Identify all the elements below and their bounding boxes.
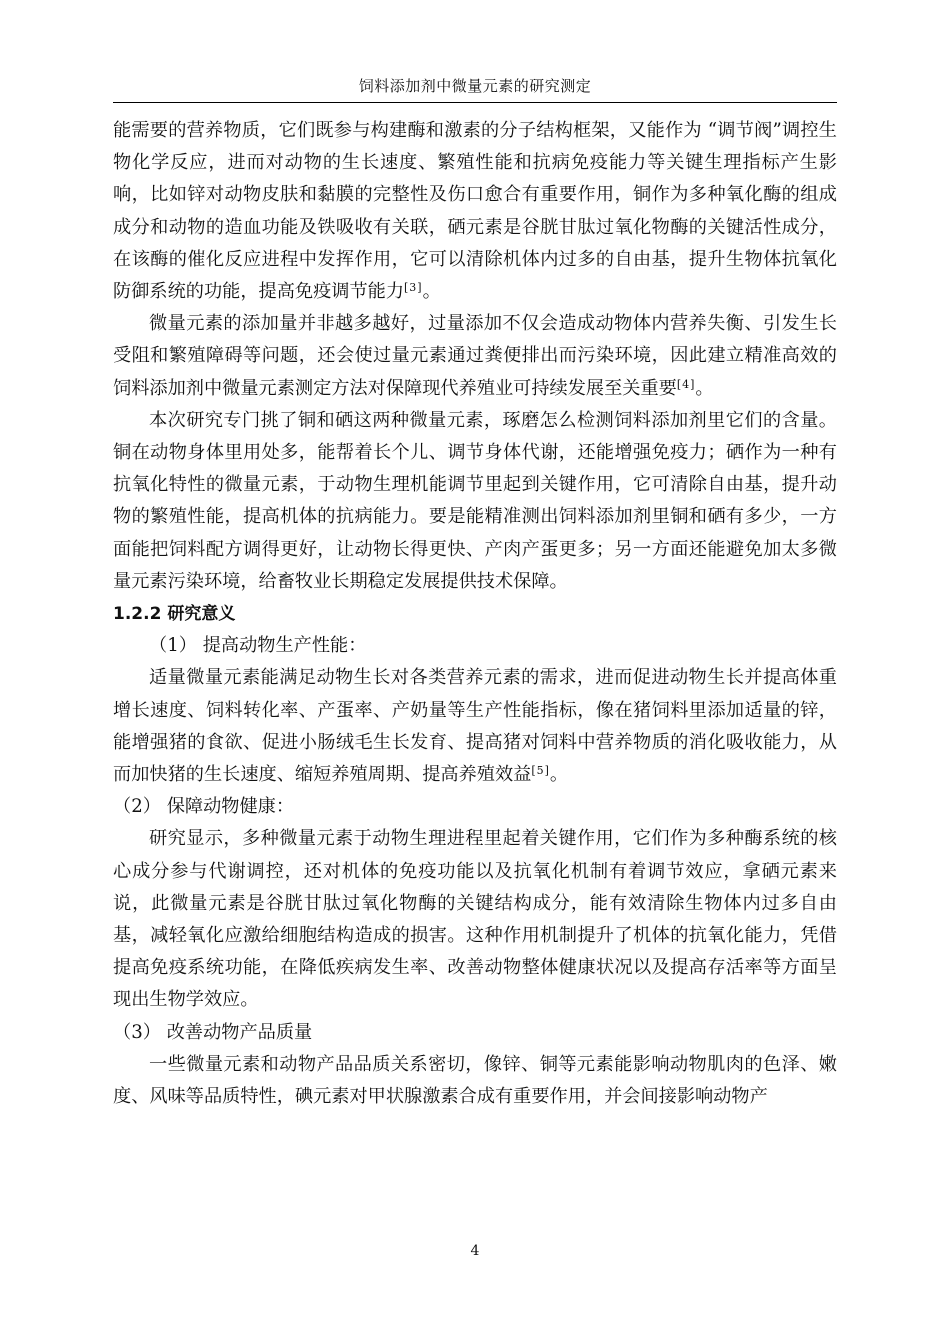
paragraph-text: 适量微量元素能满足动物生长对各类营养元素的需求，进而促进动物生长并提高体重增长速度、饲料转化率、产蛋率、产奶量等生产性能指标，像在猪饲料里添加适量的锌，能增强猪的食欲、促进小肠绒毛生长发育、提高猪对饲料中营养物质的消化吸收能力，从而加快猪的生长速度、缩短养殖周期、提高养殖效益	[113, 667, 837, 786]
paragraph	[113, 662, 837, 791]
paragraph: 本次研究专门挑了铜和硒这两种微量元素，琢磨怎么检测饲料添加剂里它们的含量。铜在动物身体里用处多，能帮着长个儿、调节身体代谢，还能增强免疫力；硒作为一种有抗氧化特性的微量元素，于动物生理机能调节里起到关键作用，它可清除自由基，提升动物的繁殖性能，提高机体的抗病能力。要是能精准测出饲料添加剂里铜和硒有多少，一方面能把饲料配方调得更好，让动物长得更快、产肉产蛋更多；另一方面还能避免加太多微量元素污染环境，给畜牧业长期稳定发展提供技术保障。	[113, 409, 837, 592]
paragraph: 一些微量元素和动物产品品质关系密切，像锌、铜等元素能影响动物肌肉的色泽、嫩度、风味等品质特性，碘元素对甲状腺激素合成有重要作用，并会间接影响动物产	[113, 1053, 837, 1108]
paragraph-text: 微量元素的添加量并非越多越好，过量添加不仅会造成动物体内营养失衡、引发生长受阻和繁殖障碍等问题，还会使过量元素通过粪便排出而污染环境，因此建立精准高效的饲料添加剂中微量元素测定方法对保障现代养殖业可持续发展至关重要	[113, 313, 837, 399]
section-heading: 1.2.2 研究意义	[113, 604, 236, 625]
paragraph-end: 。	[695, 377, 714, 399]
list-item-label: （3） 改善动物产品质量	[113, 1021, 313, 1043]
paragraph	[113, 308, 837, 405]
paragraph-end: 。	[549, 764, 569, 786]
citation: [5]	[531, 764, 550, 778]
citation: [4]	[676, 377, 696, 391]
header-rule	[113, 102, 837, 103]
paragraph-text: 能需要的营养物质，它们既参与构建酶和激素的分子结构框架，又能作为 “调节阀”调控生物化学反应，进而对动物的生长速度、繁殖性能和抗病免疫能力等关键生理指标产生影响，比如锌对动物皮肤和黏膜的完整性及伤口愈合有重要作用，铜作为多种氧化酶的组成成分和动物的造血功能及铁吸收有关联，硒元素是谷胱甘肽过氧化物酶的关键活性成分，在该酶的催化反应进程中发挥作用，它可以清除机体内过多的自由基，提升生物体抗氧化防御系统的功能，提高免疫调节能力	[113, 120, 837, 303]
page-number: 4	[470, 1243, 480, 1259]
paragraph-end: 。	[422, 281, 441, 303]
citation: [3]	[404, 281, 423, 295]
list-item-label: （1） 提高动物生产性能：	[149, 635, 367, 657]
list-item-label: （2） 保障动物健康：	[113, 796, 295, 818]
running-header: 饲料添加剂中微量元素的研究测定	[358, 77, 592, 95]
paragraph	[113, 115, 837, 308]
body-text	[113, 115, 837, 1113]
paragraph: 研究显示，多种微量元素于动物生理进程里起着关键作用，它们作为多种酶系统的核心成分参与代谢调控，还对机体的免疫功能以及抗氧化机制有着调节效应，拿硒元素来说，此微量元素是谷胱甘肽过氧化物酶的关键结构成分，能有效清除生物体内过多自由基，减轻氧化应激给细胞结构造成的损害。这种作用机制提升了机体的抗氧化能力，凭借提高免疫系统功能，在降低疾病发生率、改善动物整体健康状况以及提高存活率等方面呈现出生物学效应。	[113, 828, 837, 1011]
